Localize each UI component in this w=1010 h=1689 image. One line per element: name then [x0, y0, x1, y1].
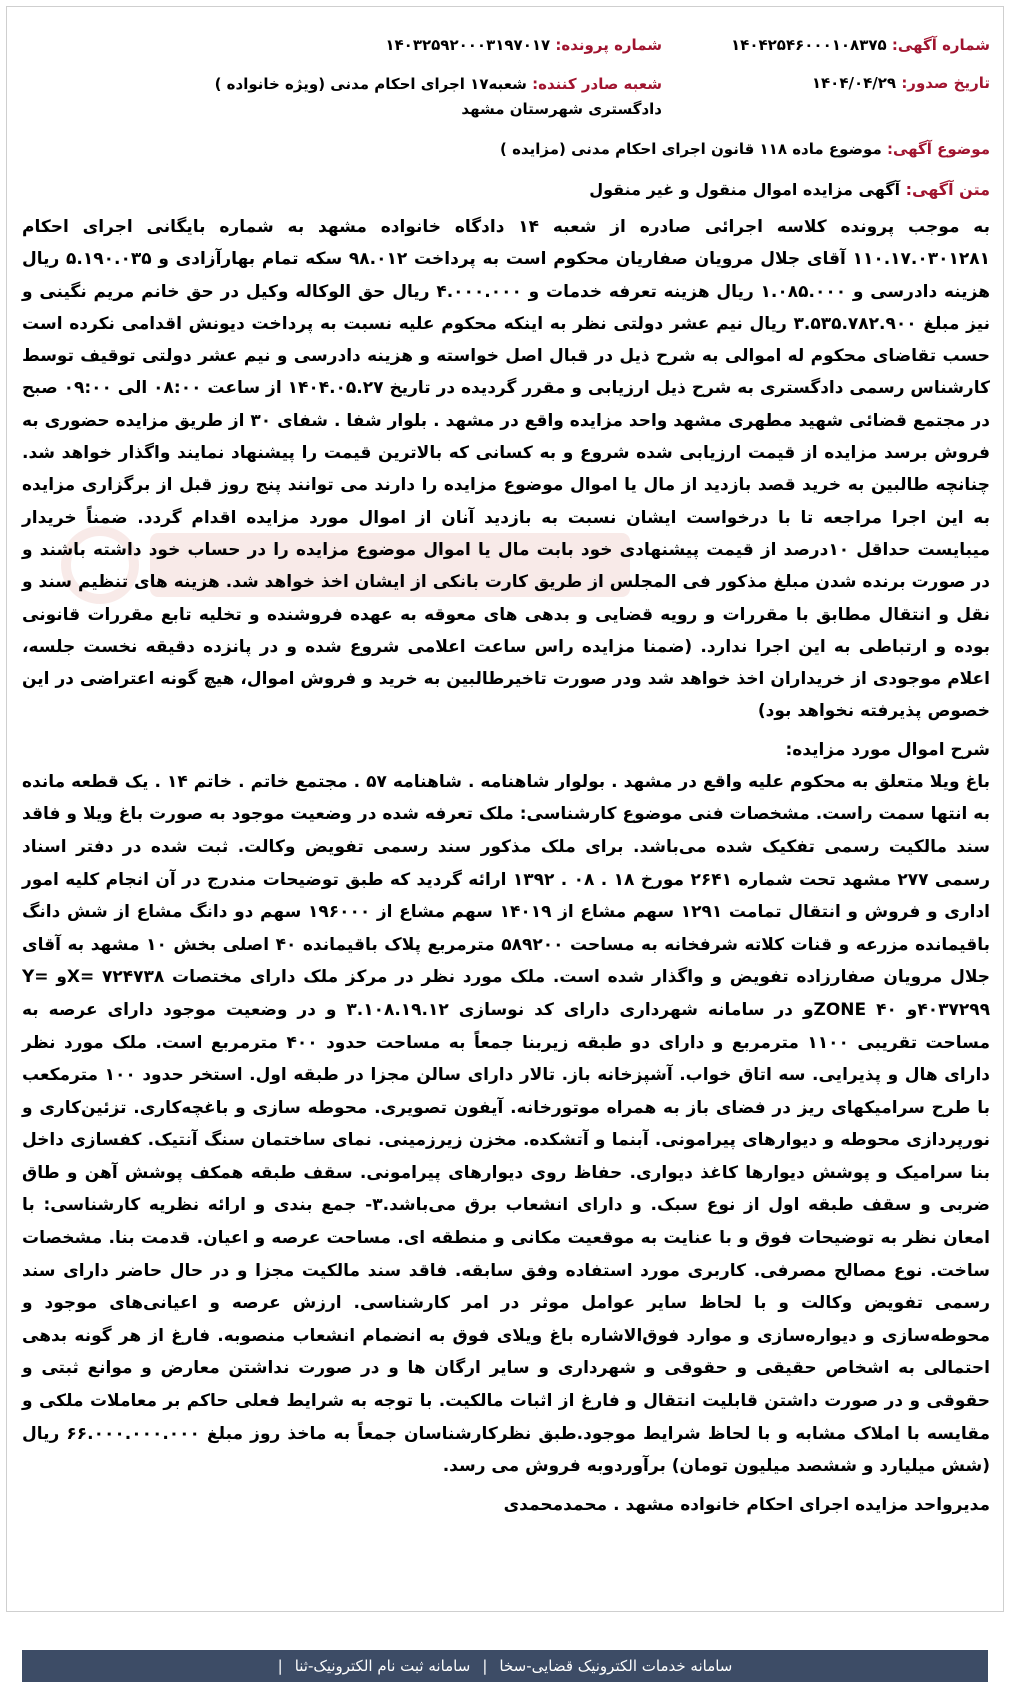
issue-date-value: ۱۴۰۴/۰۴/۲۹: [811, 74, 897, 92]
issue-date: [690, 74, 990, 92]
branch-value: شعبه۱۷ اجرای احکام مدنی (ویژه خانواده ) دادگستری شهرستان مشهد: [214, 75, 662, 118]
header-row-1: [22, 36, 990, 68]
case-number-value: ۱۴۰۳۲۵۹۲۰۰۰۳۱۹۷۰۱۷: [385, 36, 551, 54]
ad-number-value: ۱۴۰۴۲۵۴۶۰۰۰۱۰۸۳۷۵: [731, 36, 887, 54]
case-number-label: شماره پرونده:: [555, 36, 662, 54]
ad-number-label: شماره آگهی:: [891, 36, 990, 54]
footer-link-sakha[interactable]: سامانه خدمات الکترونیک قضایی-سخا: [499, 1657, 733, 1675]
description-paragraph: باغ ویلا متعلق به محکوم علیه واقع در مشهد . بولوار شاهنامه . شاهنامه ۵۷ . مجتمع خاتم . خاتم ۱۴ . یک قطعه مانده به انتها سمت راست. مشخصات فنی موضوع کارشناسی: ملک تعرفه شده در وضعیت موجود به صورت باغ ویلا و فاقد سند مالکیت رسمی تفکیک شده می‌باشد. برای ملک مذکور سند رسمی تفویض وکالت. ثبت شده در دفتر اسناد رسمی ۲۷۷ مشهد تحت شماره ۲۶۴۱ مورخ ۱۸ . ۰۸ . ۱۳۹۲ ارائه گردید که طبق توضیحات مندرج در آن انجام کلیه امور اداری و فروش و انتقال تمامت ۱۲۹۱ سهم مشاع از ۱۴۰۱۹ سهم مشاع از ۱۹۶۰۰۰ سهم دو دانگ مشاع از شش دانگ باقیمانده مزرعه و قنات کلاته شرفخانه به مساحت ۵۸۹۲۰۰ مترمربع پلاک باقیمانده ۴۰ اصلی بخش ۱۰ مشهد به آقای جلال مرویان صفارزاده تفویض و واگذار شده است. ملک مورد نظر در مرکز ملک دارای مختصات X= ۷۲۴۷۳۸و Y= ۴۰۳۷۲۹۹و ZONE ۴۰و در سامانه شهرداری دارای کد نوسازی ۳.۱۰۸.۱۹.۱۲ و در وضعیت موجود دارای عرصه به مساحت تقریبی ۱۱۰۰ مترمربع و دارای دو طبقه زیربنا جمعاً به مساحت حدود ۴۰۰ مترمربع است. ملک مورد نظر دارای هال و پذیرایی. سه اتاق خواب. آشپزخانه باز. تالار دارای سالن مجزا در طبقه اول. استخر حدود ۱۰۰ مترمکعب با طرح سرامیکهای ریز در فضای باز به همراه موتورخانه. آیفون تصویری. محوطه سازی و باغچه‌کاری. تزئین‌کاری و نورپردازی محوطه و دیوارهای پیرامونی. آبنما و آتشکده. مخزن زیرزمینی. نمای ساختمان سنگ آنتیک. کفسازی داخل بنا سرامیک و پوشش دیوارها کاغذ دیواری. حفاظ روی دیوارهای پیرامونی. سقف طبقه همکف پوشش آهن و طاق ضربی و سقف طبقه اول از نوع سبک. و دارای انشعاب برق می‌باشد.۳- جمع بندی و ارائه نظریه کارشناسی: با امعان نظر به توضیحات فوق و با عنایت به موقعیت مکانی و منطقه ای. مساحت عرصه و اعیان. قدمت بنا. مشخصات ساخت. نوع مصالح مصرفی. کاربری مورد استفاده وفق سابقه. فاقد سند مالکیت مجزا و در حال حاضر دارای سند رسمی تفویض وکالت و با لحاظ سایر عوامل موثر در امر کارشناسی. ارزش عرصه و اعیانی‌های موجود و محوطه‌سازی و دیواره‌سازی و موارد فوق‌الاشاره باغ ویلای فوق به انضمام انشعاب منصوبه. فارغ از هر گونه بدهی احتمالی به اشخاص حقیقی و حقوقی و شهرداری و سایر ارگان ها و در صورت نداشتن معارض و موانع ثبتی و حقوقی و در صورت داشتن قابلیت انتقال و فارغ از اثبات مالکیت. با توجه به شرایط فعلی حاکم بر معاملات ملکی و مقایسه با املاک مشابه و با لحاظ شرایط موجود.طبق نظرکارشناسان جمعاً به ماخذ روز مبلغ ۶۶.۰۰۰.۰۰۰.۰۰۰ ریال (شش میلیارد و ششصد میلیون تومان) برآوردوبه فروش می رسد.: [22, 771, 991, 1477]
case-number: [22, 36, 662, 54]
footer-separator-end: |: [277, 1657, 283, 1675]
footer-separator: |: [482, 1657, 488, 1675]
header-row-2: [22, 68, 990, 122]
ad-subject: [22, 140, 990, 158]
text-label: متن آگهی:: [905, 180, 990, 199]
ad-number: [690, 36, 990, 54]
issuing-branch: [202, 72, 662, 122]
body-paragraph: به موجب پرونده کلاسه اجرائی صادره از شعبه ۱۴ دادگاه خانواده مشهد به شماره بایگانی اجرای احکام ۱۱۰.۱۷.۰۳۰۱۲۸۱ آقای جلال مرویان صفاریان محکوم است به پرداخت ۹۸.۰۱۲ سکه تمام بهارآزادی و ۵.۱۹۰.۰۳۵ ریال هزینه دادرسی و ۱.۰۸۵.۰۰۰ ریال هزینه تعرفه خدمات و ۴.۰۰۰.۰۰۰ ریال حق الوکاله وکیل در حق خانم مریم نگینی و نیز مبلغ ۳.۵۳۵.۷۸۲.۹۰۰ ریال نیم عشر دولتی نظر به اینکه محکوم علیه نسبت به پرداخت دیونش اقدامی نکرده است حسب تقاضای محکوم له اموالی به شرح ذیل در قبال اصل خواسته و هزینه دادرسی و نیم عشر دولتی توقیف توسط کارشناس رسمی دادگستری به شرح ذیل ارزیابی و مقرر گردیده در تاریخ ۱۴۰۴.۰۵.۲۷ از ساعت ۰۸:۰۰ الی ۰۹:۰۰ صبح در مجتمع قضائی شهید مطهری مشهد واحد مزایده واقع در مشهد . بلوار شفا . شفای ۳۰ از طریق مزایده حضوری به فروش برسد مزایده از قیمت ارزیابی شده شروع و به کسانی که بالاترین قیمت را پیشنهاد نمایند واگذار خواهد شد. چنانچه طالبین به خرید قصد بازدید از مال یا اموال موضوع مزایده را دارند می توانند پنج روز قبل از برگزاری مزایده به این اجرا مراجعه تا با درخواست ایشان نسبت به بازدید آنان از اموال مورد مزایده اقدام گردد. ضمناً خریدار میبایست حداقل ۱۰درصد از قیمت پیشنهادی خود بابت مال یا اموال موضوع مزایده را در حساب خود داشته باشند و در صورت برنده شدن مبلغ مذکور فی المجلس از طریق کارت بانکی از ایشان اخذ خواهد شد. هزینه های تنظیم سند و نقل و انتقال مطابق با مقررات و رویه قضایی و بدهی های معوقه به عهده فروشنده و تخلیه تابع مقررات قانونی بوده و ارتباطی به این اجرا ندارد. (ضمنا مزایده راس ساعت اعلامی شروع شده و در پانزده دقیقه نخست جلسه، اعلام موجودی از خریداران اخذ خواهد شد ودر صورت تاخیرطالبین به خرید و فروش اموال، هیچ گونه اعتراضی در این خصوص پذیرفته نخواهد بود): [22, 217, 990, 722]
subject-label: موضوع آگهی:: [886, 140, 990, 158]
footer-link-sana[interactable]: سامانه ثبت نام الکترونیک-ثنا: [294, 1657, 471, 1675]
branch-label: شعبه صادر کننده:: [532, 75, 662, 93]
subject-value: موضوع ماده ۱۱۸ قانون اجرای احکام مدنی (مزایده ): [500, 140, 882, 158]
text-title-value: آگهی مزایده اموال منقول و غیر منقول: [589, 180, 901, 199]
section-heading: شرح اموال مورد مزایده:: [785, 739, 990, 760]
ad-document: [22, 36, 990, 1515]
issue-date-label: تاریخ صدور:: [901, 74, 990, 92]
signature: مدیرواحد مزایده اجرای احکام خانواده مشهد . محمدمحمدی: [503, 1494, 990, 1515]
ad-text-title: [22, 180, 990, 199]
footer-bar: [22, 1650, 988, 1682]
